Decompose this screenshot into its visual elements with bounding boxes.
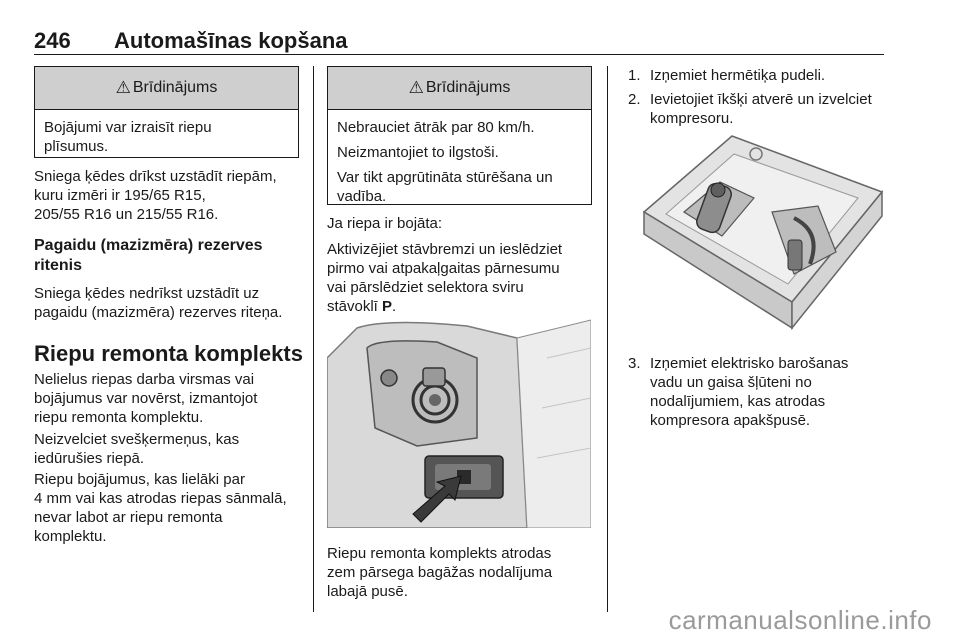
selector-position-p: P xyxy=(382,298,393,315)
warning-text-line: Bojājumi var izraisīt riepu xyxy=(44,119,212,136)
text-line: Neizvelciet svešķermeņus, kas xyxy=(34,431,240,448)
page-title: Automašīnas kopšana xyxy=(114,28,348,53)
text-line: nevar labot ar riepu remonta xyxy=(34,509,223,526)
warning-triangle-icon: ⚠ xyxy=(408,78,424,97)
text-line: Riepu bojājumus, kas lielāki par xyxy=(34,471,245,488)
text-line: kompresora apakšpusē. xyxy=(650,412,811,429)
text-line: 205/55 R16 un 215/55 R16. xyxy=(34,206,219,223)
text-line: ritenis xyxy=(34,257,83,274)
text-line: Pagaidu (mazizmēra) rezerves xyxy=(34,237,263,254)
warning-text xyxy=(337,168,582,206)
step-number: 3. xyxy=(628,355,641,372)
step-text: Izņemiet hermētiķa pudeli. xyxy=(650,67,826,84)
text-line: labajā pusē. xyxy=(327,583,408,600)
step-2 xyxy=(628,90,890,130)
text-line: Aktivizējiet stāvbremzi un ieslēdziet xyxy=(327,241,563,258)
text-line: kuru izmēri ir 195/65 R15, xyxy=(34,187,206,204)
text-line: bojājumus var novērst, izmantojot xyxy=(34,390,258,407)
text-line: 4 mm vai kas atrodas riepas sānmalā, xyxy=(34,490,287,507)
warning-box-2 xyxy=(327,66,592,205)
trunk-illustration xyxy=(327,318,591,528)
step-number: 1. xyxy=(628,67,641,84)
warning-title: Brīdinājums xyxy=(132,79,218,96)
watermark: carmanualsonline.info xyxy=(668,605,932,635)
paragraph-chains-sizes xyxy=(34,167,309,224)
paragraph-kit-location xyxy=(327,544,602,601)
text-line: Riepu remonta komplekts atrodas xyxy=(327,545,552,562)
step-3 xyxy=(628,354,890,434)
text-line: kompresoru. xyxy=(650,110,734,127)
step-number: 2. xyxy=(628,91,641,108)
column-divider-2 xyxy=(607,66,608,612)
subheading-spare-wheel xyxy=(34,236,309,276)
text-line: zem pārsega bagāžas nodalījuma xyxy=(327,564,553,581)
warning-text: Neizmantojiet to ilgstoši. xyxy=(337,144,499,161)
warning-header xyxy=(328,67,591,110)
text-line: pirmo vai atpakaļgaitas pārnesumu xyxy=(327,260,560,277)
text-line: iedūrušies riepā. xyxy=(34,450,145,467)
text-line: nodalījumiem, kas atrodas xyxy=(650,393,826,410)
page-number: 246 xyxy=(34,28,71,53)
text-line: Sniega ķēdes nedrīkst uzstādīt uz xyxy=(34,285,260,302)
warning-text: Nebrauciet ātrāk par 80 km/h. xyxy=(337,119,535,136)
text-line: Sniega ķēdes drīkst uzstādīt riepām, xyxy=(34,168,277,185)
text-fragment: stāvoklī xyxy=(327,298,383,315)
text-line: Izņemiet elektrisko barošanas xyxy=(650,355,849,372)
header-rule xyxy=(34,54,884,55)
text-line: vai pārslēdziet selektora sviru xyxy=(327,279,524,296)
text-line: riepu remonta komplektu. xyxy=(34,409,204,426)
warning-header xyxy=(35,67,298,110)
text-line: pagaidu (mazizmēra) rezerves riteņa. xyxy=(34,304,283,321)
paragraph-if-damaged: Ja riepa ir bojāta: xyxy=(327,215,443,232)
paragraph-repair-intro xyxy=(34,370,309,427)
text-line: vadība. xyxy=(337,188,387,205)
warning-triangle-icon: ⚠ xyxy=(115,78,131,97)
text-line xyxy=(327,297,607,316)
text-line: komplektu. xyxy=(34,528,107,545)
warning-box-1 xyxy=(34,66,299,158)
text-line: Nelielus riepas darba virsmas vai xyxy=(34,371,255,388)
text-line: vadu un gaisa šļūteni no xyxy=(650,374,812,391)
warning-text-line: plīsumus. xyxy=(44,138,109,155)
step-1 xyxy=(628,66,888,86)
paragraph-spare-chains xyxy=(34,284,314,322)
warning-title: Brīdinājums xyxy=(425,79,511,96)
section-heading-repair-kit: Riepu remonta komplekts xyxy=(34,341,303,366)
column-divider-1 xyxy=(313,66,314,612)
compressor-illustration xyxy=(622,132,886,338)
paragraph-foreign-objects xyxy=(34,430,309,468)
text-fragment: . xyxy=(392,298,397,315)
text-line: Ievietojiet īkšķi atverē un izvelciet xyxy=(650,91,872,108)
paragraph-damage-limits xyxy=(34,470,310,546)
paragraph-parking-brake xyxy=(327,240,607,316)
text-line: Var tikt apgrūtināta stūrēšana un xyxy=(337,169,553,186)
